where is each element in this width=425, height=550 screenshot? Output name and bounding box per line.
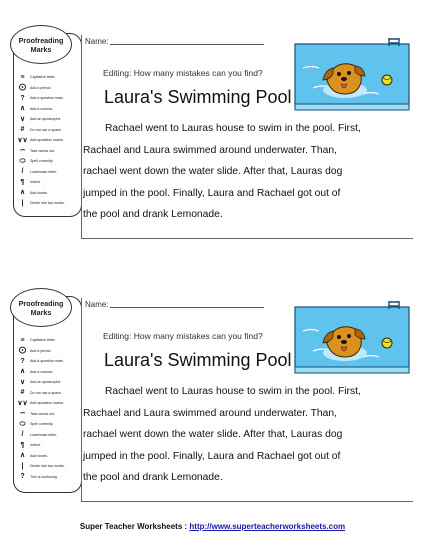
name-label: Name: bbox=[85, 300, 109, 309]
indent-icon: ¶ bbox=[20, 441, 25, 449]
comma-icon: ∧ bbox=[19, 105, 26, 113]
mark-label: This is confusing. bbox=[30, 474, 58, 479]
proofreading-mark bbox=[17, 419, 77, 430]
proofreading-mark bbox=[17, 398, 77, 409]
name-label: Name: bbox=[85, 37, 109, 46]
proofreading-mark bbox=[17, 156, 77, 167]
passage-line: Rachael went to Lauras house to swim in the pool. First, bbox=[105, 123, 361, 134]
period-icon: ⨀ bbox=[19, 347, 26, 355]
mark-label: Add an apostrophe. bbox=[30, 117, 62, 122]
mark-label: Take words out. bbox=[30, 148, 56, 153]
add-words-icon: ∧ bbox=[19, 452, 26, 460]
proofreading-mark bbox=[17, 367, 77, 378]
passage-line: Rachael and Laura swimmed around underwater. Than, bbox=[83, 144, 337, 156]
proofreading-mark bbox=[17, 125, 77, 136]
apostrophe-icon: ∨ bbox=[19, 378, 26, 386]
passage-line: rachael went down the water slide. After that, Lauras dog bbox=[83, 429, 343, 440]
proofreading-mark bbox=[17, 93, 77, 104]
mark-label: Add words. bbox=[30, 190, 48, 195]
mark-label: Divide into two words. bbox=[30, 464, 65, 469]
proofreading-mark bbox=[17, 472, 77, 483]
spell-icon: ⬭ bbox=[19, 157, 26, 165]
mark-label: Add a comma. bbox=[30, 106, 54, 111]
name-field[interactable] bbox=[110, 44, 264, 45]
story-title: Laura's Swimming Pool bbox=[104, 87, 292, 107]
proofreading-mark bbox=[17, 104, 77, 115]
proofreading-mark bbox=[17, 388, 77, 399]
proofreading-mark bbox=[17, 451, 77, 462]
proofreading-mark bbox=[17, 377, 77, 388]
mark-label: Add quotation marks. bbox=[30, 401, 64, 406]
confusing-icon: ? bbox=[20, 473, 25, 481]
proofreading-mark bbox=[17, 188, 77, 199]
passage-line: the pool and drank Lemonade. bbox=[83, 209, 223, 220]
mark-label: Add quotation marks. bbox=[30, 138, 64, 143]
proofreading-mark bbox=[17, 461, 77, 472]
proofreading-marks-header bbox=[10, 288, 72, 327]
story-title: Laura's Swimming Pool bbox=[104, 350, 292, 370]
divide-icon: | bbox=[21, 462, 24, 470]
apostrophe-icon: ∨ bbox=[19, 115, 26, 123]
passage-line: the pool and drank Lemonade. bbox=[83, 472, 223, 483]
frame-left-line bbox=[81, 35, 82, 238]
frame-bottom-line bbox=[81, 238, 413, 239]
passage-line: Rachael and Laura swimmed around underwater. Than, bbox=[83, 407, 337, 419]
mark-label: Divide into two words. bbox=[30, 201, 65, 206]
footer-url-link[interactable]: http://www.superteacherworksheets.com bbox=[189, 522, 346, 531]
proofreading-mark bbox=[17, 430, 77, 441]
story-passage bbox=[83, 118, 413, 226]
mark-label: Do not use a space. bbox=[30, 127, 62, 132]
ball bbox=[382, 75, 392, 85]
mark-label: Take words out. bbox=[30, 411, 56, 416]
spell-icon: ⬭ bbox=[19, 420, 26, 428]
proofreading-mark bbox=[17, 83, 77, 94]
proofreading-mark bbox=[17, 356, 77, 367]
footer bbox=[0, 522, 425, 531]
mark-label: Add a period. bbox=[30, 85, 52, 90]
mark-label: Capitalize letter. bbox=[30, 338, 56, 343]
worksheet-top bbox=[0, 0, 425, 240]
proofreading-title-line2: Marks bbox=[30, 307, 52, 317]
passage-line: jumped in the pool. Finally, Laura and Rachael got out of bbox=[83, 450, 341, 462]
proofreading-mark bbox=[17, 409, 77, 420]
comma-icon: ∧ bbox=[19, 368, 26, 376]
divide-icon: | bbox=[21, 199, 24, 207]
frame-bottom-line bbox=[81, 501, 413, 502]
quotation-icon: ∨∨ bbox=[17, 136, 28, 144]
mark-label: Add a question mark. bbox=[30, 96, 64, 101]
passage-line: Rachael went to Lauras house to swim in the pool. First, bbox=[105, 386, 361, 397]
worksheet-bottom bbox=[0, 263, 425, 503]
mark-label: Do not use a space. bbox=[30, 390, 62, 395]
no-space-icon: # bbox=[20, 389, 25, 397]
passage-line: jumped in the pool. Finally, Laura and Rachael got out of bbox=[83, 187, 341, 199]
proofreading-mark bbox=[17, 167, 77, 178]
mark-label: Add a period. bbox=[30, 348, 52, 353]
mark-label: Spell correctly. bbox=[30, 422, 54, 427]
frame-left-line bbox=[81, 298, 82, 501]
indent-icon: ¶ bbox=[20, 178, 25, 186]
proofreading-mark bbox=[17, 146, 77, 157]
quotation-icon: ∨∨ bbox=[17, 399, 28, 407]
proofreading-mark bbox=[17, 177, 77, 188]
mark-label: Add a comma. bbox=[30, 369, 54, 374]
mark-label: Indent. bbox=[30, 180, 41, 185]
question-mark-icon: ? bbox=[20, 94, 25, 102]
swimming-dog-illustration bbox=[293, 301, 411, 381]
name-field[interactable] bbox=[110, 307, 264, 308]
ball bbox=[382, 338, 392, 348]
add-words-icon: ∧ bbox=[19, 189, 26, 197]
mark-label: Indent. bbox=[30, 443, 41, 448]
marks-list bbox=[17, 335, 77, 482]
capitalize-icon: ≡ bbox=[20, 73, 25, 81]
proofreading-mark bbox=[17, 440, 77, 451]
question-mark-icon: ? bbox=[20, 357, 25, 365]
lowercase-icon: / bbox=[21, 431, 24, 439]
mark-label: Spell correctly. bbox=[30, 159, 54, 164]
proofreading-title-line1: Proofreading bbox=[18, 35, 64, 45]
mark-label: Lowercase letter. bbox=[30, 169, 58, 174]
proofreading-mark bbox=[17, 198, 77, 209]
proofreading-mark bbox=[17, 135, 77, 146]
pool-edge bbox=[295, 367, 409, 373]
proofreading-title-line1: Proofreading bbox=[18, 298, 64, 308]
editing-prompt: Editing: How many mistakes can you find? bbox=[103, 68, 263, 78]
mark-label: Add an apostrophe. bbox=[30, 380, 62, 385]
swimming-dog-illustration bbox=[293, 38, 411, 118]
proofreading-mark bbox=[17, 346, 77, 357]
mark-label: Add a question mark. bbox=[30, 359, 64, 364]
proofreading-mark bbox=[17, 72, 77, 83]
passage-line: rachael went down the water slide. After that, Lauras dog bbox=[83, 166, 343, 177]
mark-label: Lowercase letter. bbox=[30, 432, 58, 437]
take-out-icon: ∽ bbox=[19, 410, 26, 418]
editing-prompt: Editing: How many mistakes can you find? bbox=[103, 331, 263, 341]
proofreading-marks-header bbox=[10, 25, 72, 64]
proofreading-title-line2: Marks bbox=[30, 44, 52, 54]
mark-label: Capitalize letter. bbox=[30, 75, 56, 80]
lowercase-icon: / bbox=[21, 168, 24, 176]
footer-site-name: Super Teacher Worksheets : bbox=[79, 522, 188, 531]
no-space-icon: # bbox=[20, 126, 25, 134]
story-passage bbox=[83, 381, 413, 489]
proofreading-mark bbox=[17, 114, 77, 125]
take-out-icon: ∽ bbox=[19, 147, 26, 155]
pool-edge bbox=[295, 104, 409, 110]
period-icon: ⨀ bbox=[19, 84, 26, 92]
proofreading-mark bbox=[17, 335, 77, 346]
capitalize-icon: ≡ bbox=[20, 336, 25, 344]
marks-list bbox=[17, 72, 77, 209]
mark-label: Add words. bbox=[30, 453, 48, 458]
